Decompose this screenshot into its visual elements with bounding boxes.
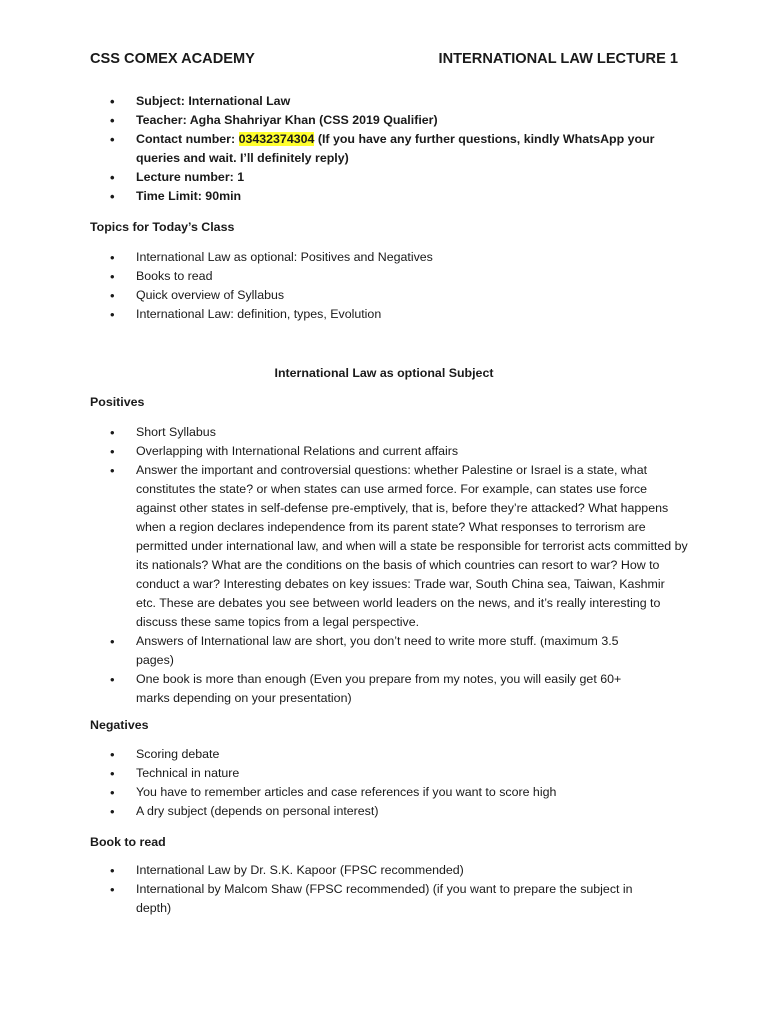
topics-heading: Topics for Today’s Class [90,220,235,234]
negatives-heading: Negatives [90,718,149,732]
list-item: • Books to read [90,267,690,286]
list-item: • Short Syllabus [90,423,688,442]
negatives-list [90,745,690,821]
list-item: • International Law by Dr. S.K. Kapoor (FPSC recommended) [90,861,690,880]
list-item: • International Law as optional: Positives and Negatives [90,248,690,267]
list-item: • Technical in nature [90,764,690,783]
list-item: • International Law: definition, types, Evolution [90,305,690,324]
info-list [90,92,690,206]
info-contact [90,130,676,168]
contact-note: (If you have any further questions, kindly WhatsApp your queries and wait. I’ll definitely reply) [136,132,655,165]
info-lecture: • Lecture number: 1 [90,168,690,187]
contact-label: Contact number: [136,132,239,146]
list-item: • Answers of International law are short, you don’t need to write more stuff. (maximum 3.5 pages) [90,632,646,670]
list-item: • International by Malcom Shaw (FPSC recommended) (if you want to prepare the subject in depth) [90,880,656,918]
info-time: • Time Limit: 90min [90,187,690,206]
info-teacher: • Teacher: Agha Shahriyar Khan (CSS 2019 Qualifier) [90,111,690,130]
list-item: • Overlapping with International Relations and current affairs [90,442,688,461]
list-item: • One book is more than enough (Even you prepare from my notes, you will easily get 60+ marks depending on your presentation) [90,670,646,708]
books-heading: Book to read [90,835,166,849]
positives-heading: Positives [90,395,145,409]
list-item: • You have to remember articles and case references if you want to score high [90,783,690,802]
optional-subject-title: International Law as optional Subject [274,366,494,380]
books-list [90,861,690,918]
topics-list [90,248,690,324]
list-item: • Answer the important and controversial questions: whether Palestine or Israel is a state, what constitutes the state? or when states can use armed force. For example, can states use force against other states in self-defense pre-emptively, that is, before they’re attacked? What happens when a region declares independence from its parent state? What responses to terrorism are permitted under international law, and when will a state be responsible for terrorist acts committed by its nationals? What are the conditions on the basis of which countries can resort to war? How to conduct a war? Interesting debates on key issues: Trade war, South China sea, Taiwan, Kashmir etc. These are debates you see between world leaders on the news, and it’s really interesting to discuss these same topics from a legal perspective. [90,461,688,632]
contact-number: 03432374304 [238,132,315,146]
list-item: • A dry subject (depends on personal interest) [90,802,690,821]
header-academy: CSS COMEX ACADEMY [90,51,255,67]
header-lecture-title: INTERNATIONAL LAW LECTURE 1 [438,51,678,67]
positives-list [90,423,688,708]
info-subject: • Subject: International Law [90,92,690,111]
list-item: • Scoring debate [90,745,690,764]
list-item: • Quick overview of Syllabus [90,286,690,305]
page-header [90,49,678,69]
